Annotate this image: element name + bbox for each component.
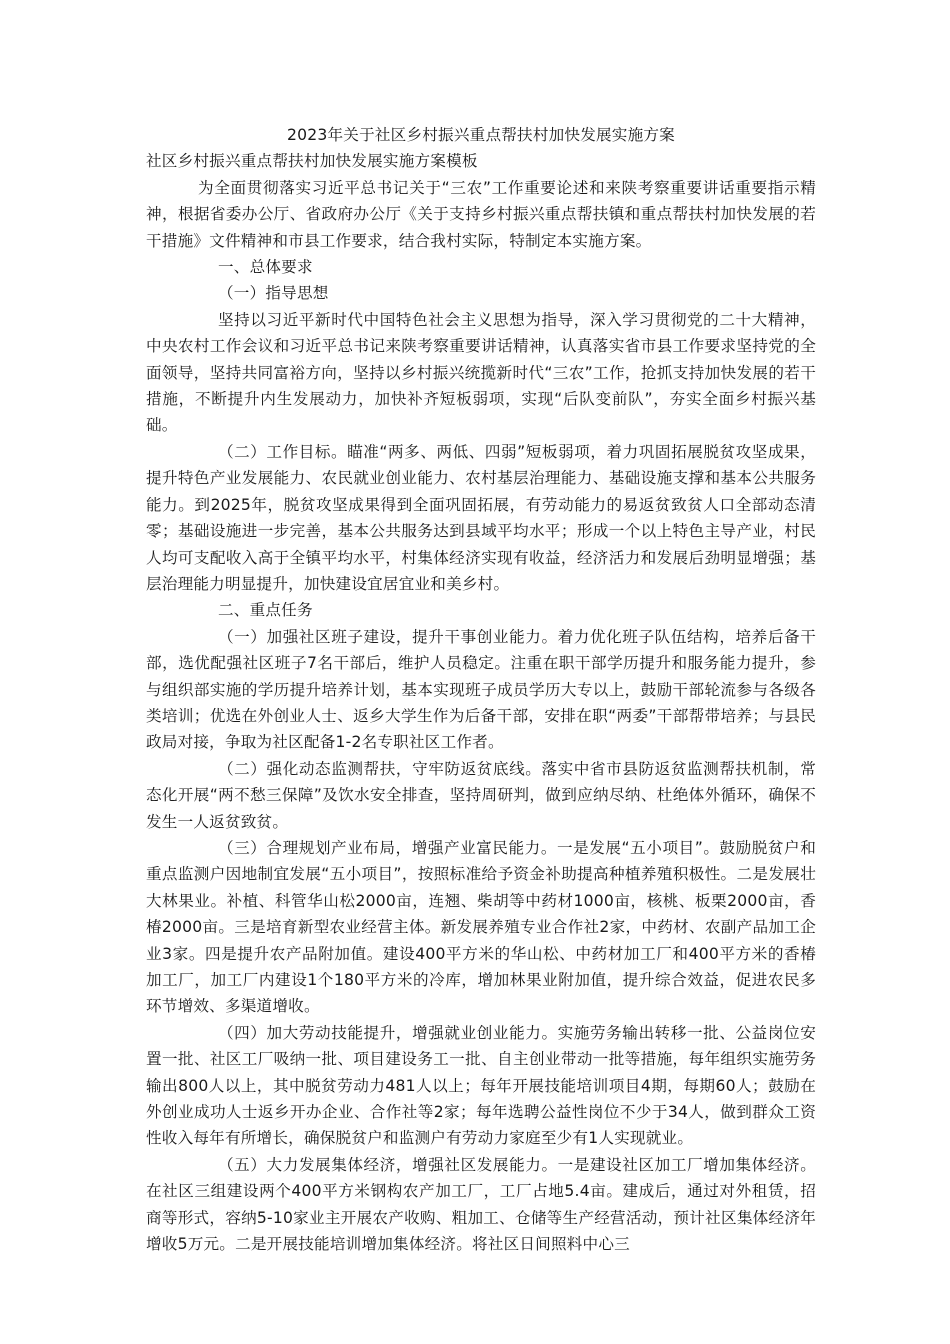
paragraph-work-goals: （二）工作目标。瞄准“两多、两低、四弱”短板弱项，着力巩固拓展脱贫攻坚成果，提升特色产业发展能力、农民就业创业能力、农村基层治理能力、基础设施支撑和基本公共服务能力。到2025年，脱贫攻坚成果得到全面巩固拓展，有劳动能力的易返贫致贫人口全部动态清零；基础设施进一步完善，基本公共服务达到县域平均水平；形成一个以上特色主导产业，村民人均可支配收入高于全镇平均水平，村集体经济实现有收益，经济活力和发展后劲明显增强；基层治理能力明显提升，加快建设宜居宜业和美乡村。 bbox=[146, 442, 816, 593]
paragraph-task-5: （五）大力发展集体经济，增强社区发展能力。一是建设社区加工厂增加集体经济。在社区三组建设两个400平方米钢构农产加工厂，工厂占地5.4亩。建成后，通过对外租赁，招商等形式，容纳5-10家业主开展农产收购、粗加工、仓储等生产经营活动，预计社区集体经济年增收5万元。二是开展技能培训增加集体经济。将社区日间照料中心三 bbox=[146, 1155, 816, 1254]
document-title: 2023年关于社区乡村振兴重点帮扶村加快发展实施方案 bbox=[287, 126, 675, 144]
section-heading-general-requirements: 一、总体要求 bbox=[218, 258, 313, 277]
intro-paragraph: 为全面贯彻落实习近平总书记关于“三农”工作重要论述和来陕考察重要讲话重要指示精神，根据省委办公厅、省政府办公厅《关于支持乡村振兴重点帮扶镇和重点帮扶村加快发展的若干措施》文件精神和市县工作要求，结合我村实际，特制定本实施方案。 bbox=[146, 178, 816, 250]
paragraph-guiding-ideology: 坚持以习近平新时代中国特色社会主义思想为指导，深入学习贯彻党的二十大精神，中央农村工作会议和习近平总书记来陕考察重要讲话精神，认真落实省市县工作要求坚持党的全面领导，坚持共同富裕方向，坚持以乡村振兴统揽新时代“三农”工作，抢抓支持加快发展的若干措施，不断提升内生发展动力，加快补齐短板弱项，实现“后队变前队”，夯实全面乡村振兴基础。 bbox=[146, 310, 816, 435]
paragraph-task-3: （三）合理规划产业布局，增强产业富民能力。一是发展“五小项目”。鼓励脱贫户和重点监测户因地制宜发展“五小项目”，按照标准给予资金补助提高种植养殖积极性。二是发展壮大林果业。补植、科管华山松2000亩，连翘、柴胡等中药材1000亩，核桃、板栗2000亩，香椿2000亩。三是培育新型农业经营主体。新发展养殖专业合作社2家，中药材、农副产品加工企业3家。四是提升农产品附加值。建设400平方米的华山松、中药材加工厂和400平方米的香椿加工厂，加工厂内建设1个180平方米的冷库，增加林果业附加值，提升综合效益，促进农民多环节增效、多渠道增收。 bbox=[146, 838, 816, 1016]
subsection-heading-guiding-ideology: （一）指导思想 bbox=[218, 284, 329, 303]
section-heading-key-tasks: 二、重点任务 bbox=[218, 601, 313, 620]
document-page bbox=[146, 122, 816, 1257]
paragraph-task-2: （二）强化动态监测帮扶，守牢防返贫底线。落实中省市县防返贫监测帮扶机制，常态化开展“两不愁三保障”及饮水安全排查，坚持周研判，做到应纳尽纳、杜绝体外循环，确保不发生一人返贫致贫。 bbox=[146, 759, 816, 831]
paragraph-task-4: （四）加大劳动技能提升，增强就业创业能力。实施劳务输出转移一批、公益岗位安置一批、社区工厂吸纳一批、项目建设务工一批、自主创业带动一批等措施，每年组织实施劳务输出800人以上，其中脱贫劳动力481人以上；每年开展技能培训项目4期，每期60人；鼓励在外创业成功人士返乡开办企业、合作社等2家；每年选聘公益性岗位不少于34人，做到群众工资性收入每年有所增长，确保脱贫户和监测户有劳动力家庭至少有1人实现就业。 bbox=[146, 1023, 816, 1148]
paragraph-task-1: （一）加强社区班子建设，提升干事创业能力。着力优化班子队伍结构，培养后备干部，选优配强社区班子7名干部后，维护人员稳定。注重在职干部学历提升和服务能力提升，参与组织部实施的学历提升培养计划，基本实现班子成员学历大专以上，鼓励干部轮流参与各级各类培训；优选在外创业人士、返乡大学生作为后备干部，安排在职“两委”干部帮带培养；与县民政局对接，争取为社区配备1-2名专职社区工作者。 bbox=[146, 627, 816, 752]
document-subtitle: 社区乡村振兴重点帮扶村加快发展实施方案模板 bbox=[146, 152, 478, 171]
